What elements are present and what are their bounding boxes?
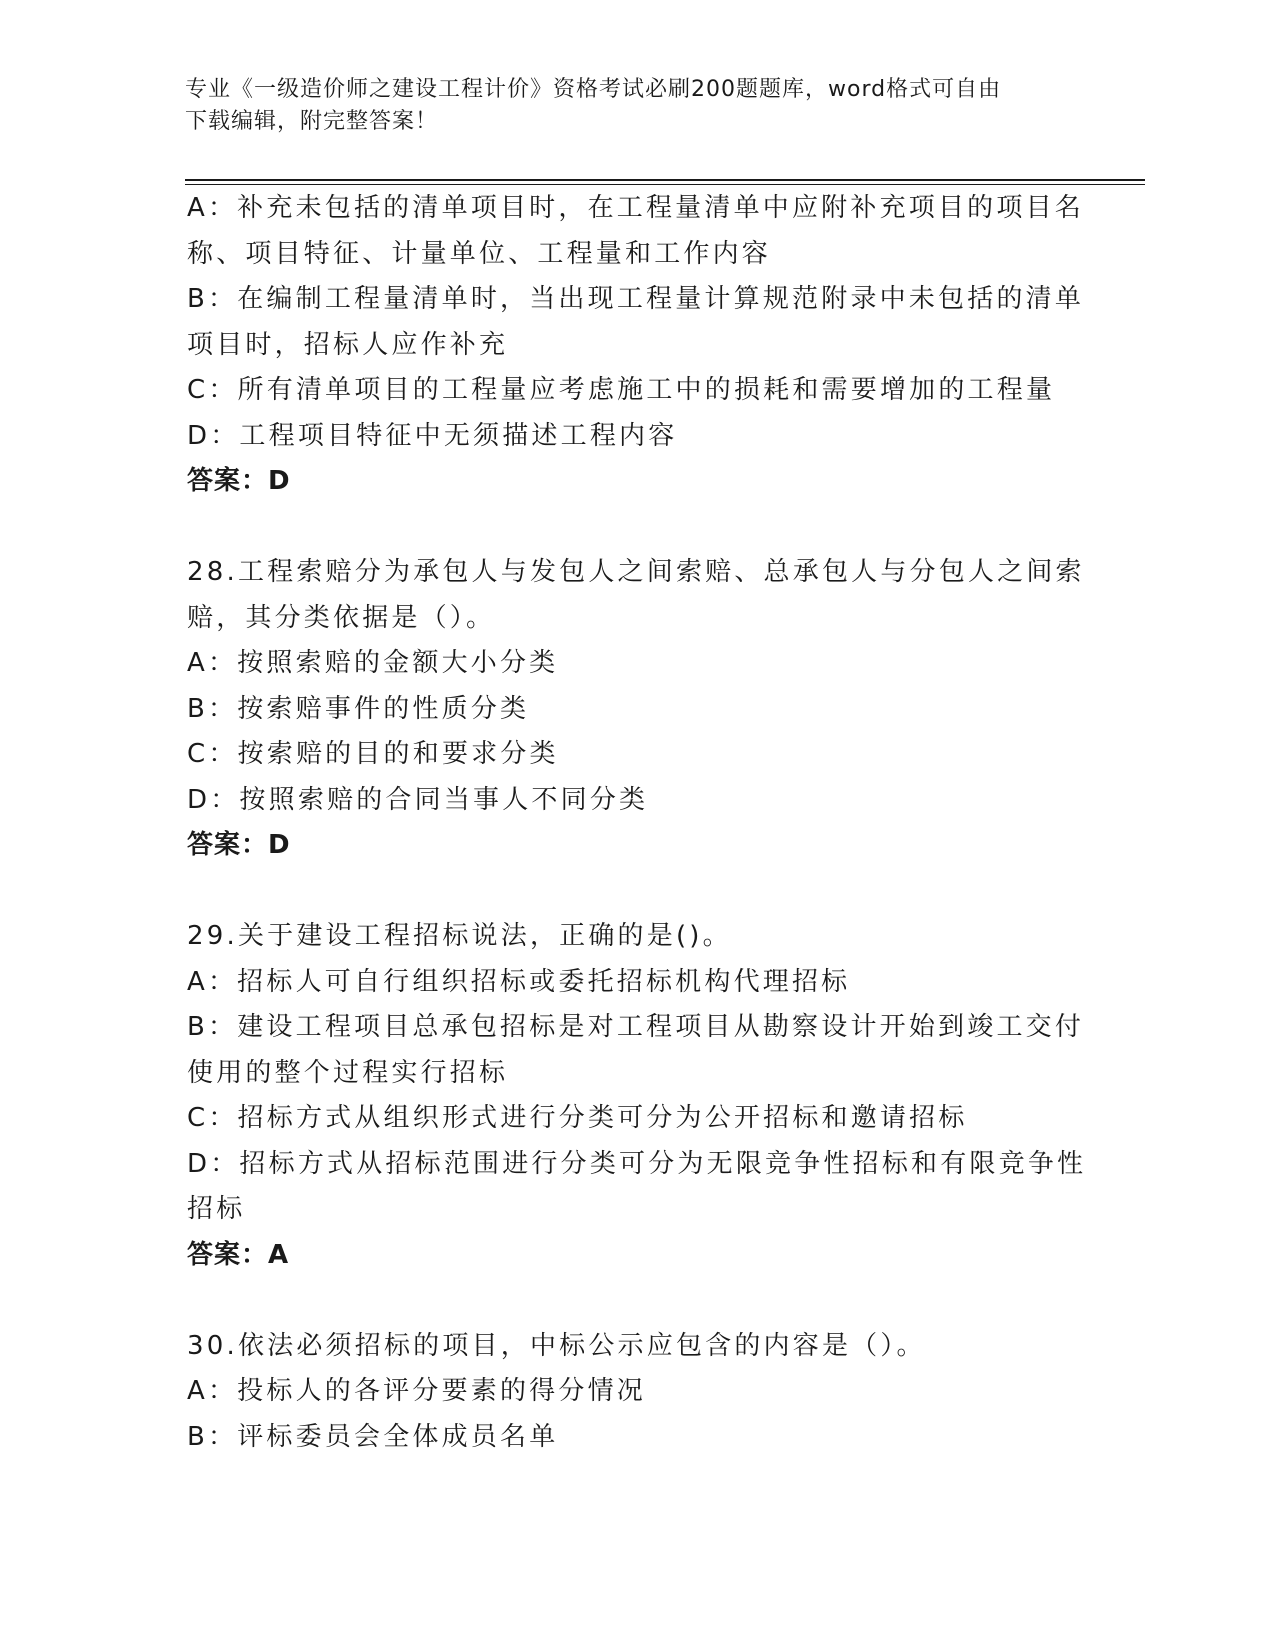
option-line: 项目时，招标人应作补充 [187,329,509,360]
question-29 [187,914,1087,1278]
option-line: C：招标方式从组织形式进行分类可分为公开招标和邀请招标 [187,1103,968,1133]
question-text: 30.依法必须招标的项目，中标公示应包含的内容是（）。 [187,1330,926,1361]
option-line: 使用的整个过程实行招标 [187,1057,509,1088]
question-text: 29.关于建设工程招标说法，正确的是()。 [187,921,732,951]
question-28 [187,550,1085,869]
option-line: A：招标人可自行组织招标或委托招标机构代理招标 [187,966,851,997]
document-header [185,74,1065,138]
option-line: B：在编制工程量清单时，当出现工程量计算规范附录中未包括的清单 [187,284,1085,314]
option-line: A：按照索赔的金额大小分类 [187,648,559,678]
header-line-1: 专业《一级造价师之建设工程计价》资格考试必刷200题题库，word格式可自由 [185,77,1002,102]
question-text: 赔，其分类依据是（）。 [187,602,496,633]
header-divider-thin [185,184,1145,185]
option-line: B：建设工程项目总承包招标是对工程项目从勘察设计开始到竣工交付 [187,1012,1085,1042]
option-line: C：所有清单项目的工程量应考虑施工中的损耗和需要增加的工程量 [187,375,1056,405]
header-line-2: 下载编辑，附完整答案！ [185,109,439,134]
option-line: B：评标委员会全体成员名单 [187,1421,559,1452]
question-list [187,186,1087,1460]
header-divider-thick [185,179,1145,181]
question-text: 28.工程索赔分为承包人与发包人之间索赔、总承包人与分包人之间索 [187,557,1085,587]
option-line: B：按索赔事件的性质分类 [187,693,530,724]
spacer [187,869,1067,915]
option-line: A：投标人的各评分要素的得分情况 [187,1376,646,1406]
option-line: D：工程项目特征中无须描述工程内容 [187,420,678,451]
question-30 [187,1324,1067,1461]
spacer [187,505,1067,551]
option-line: 招标 [187,1194,246,1224]
option-line: A：补充未包括的清单项目时，在工程量清单中应附补充项目的项目名 [187,193,1084,223]
answer-label: 答案：D [187,830,291,860]
option-line: D：招标方式从招标范围进行分类可分为无限竞争性招标和有限竞争性 [187,1148,1087,1179]
question-27 [187,186,1085,505]
answer-label: 答案：D [187,466,291,496]
answer-label: 答案：A [187,1239,290,1270]
option-line: 称、项目特征、计量单位、工程量和工作内容 [187,238,772,269]
option-line: C：按索赔的目的和要求分类 [187,739,559,769]
spacer [187,1278,1067,1324]
option-line: D：按照索赔的合同当事人不同分类 [187,784,649,815]
